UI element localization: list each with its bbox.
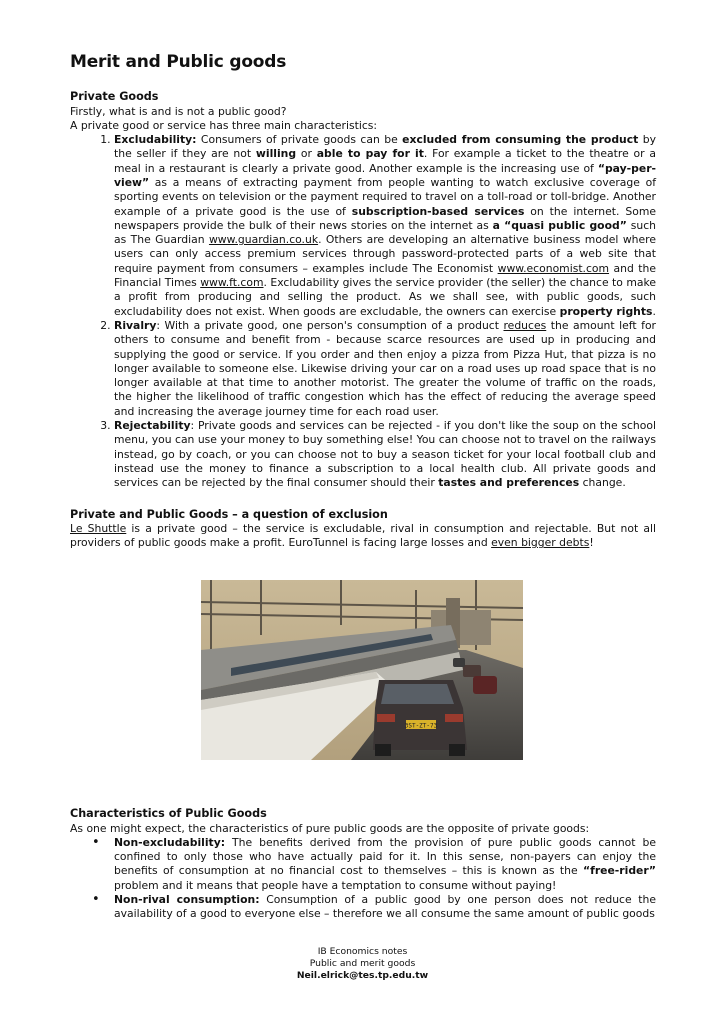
economist-link[interactable]: www.economist.com [497,261,610,275]
license-plate: 3ST-ZT-73 [404,722,438,730]
exclusion-paragraph: Le Shuttle is a private good – the service is excludable, rival in consumption and rejectable. But not all providers of public goods make a profit. EuroTunnel is facing large losses and even bigger debts! [70,522,656,550]
footer-email: Neil.elrick@tes.tp.edu.tw [296,970,429,981]
characteristics-intro: As one might expect, the characteristics of pure public goods are the opposite of private goods: [70,821,590,835]
document-page [70,52,656,551]
term-label: Excludability: [114,133,197,147]
reduces-link[interactable]: reduces [503,318,547,332]
term-label: Non-excludability: [114,835,226,849]
public-characteristics-list [70,836,656,922]
private-characteristics-list [70,133,656,490]
page-footer [0,946,725,982]
page-title: Merit and Public goods [70,52,287,72]
list-item-rivalry: 2. Rivalry: With a private good, one person's consumption of a product reduces the amount left for others to consume and benefit from - because scarce resources are used up in producing and supplying the good or service. If you order and then enjoy a pizza from Pizza Hut, that pizza is no longer available to someone else. Likewise driving your car on a road uses up road space that is no longer available at that time to another motorist. The greater the volume of traffic on the roads, the higher the likelihood of traffic congestion which has the effect of reducing the average speed and increasing the average journey time for each road user. [114,319,656,419]
document-page-lower [70,807,656,922]
private-goods-heading: Private Goods [70,90,159,103]
term-label: Rivalry [114,318,157,332]
exclusion-heading: Private and Public Goods – a question of exclusion [70,507,388,521]
ft-link[interactable]: www.ft.com [200,276,264,290]
characteristics-heading: Characteristics of Public Goods [70,807,267,820]
footer-line-2: Public and merit goods [309,958,416,969]
list-item-excludability: 1. Excludability: Consumers of private goods can be excluded from consuming the product by the seller if they are not willing or able to pay for it. For example a ticket to the theatre or a meal in a restaurant is clearly a private good. Another example is the increasing use of “pay-per-view” as a means of extracting payment from people wanting to watch exclusive coverage of sporting events on television or the payment required to travel on a toll-road or toll-bridge. Another example of a private good is the use of subscription-based services on the internet. Some newspapers provide the bulk of their news stories on the internet as a “quasi public good” such as The Guardian www.guardian.co.uk. Others are developing an alternative business model where users can only access premium services through password-protected parts of a web site that require payment from consumers – examples include The Economist www.economist.com and the Financial Times www.ft.com. Excludability gives the service provider (the seller) the chance to make a profit from producing and selling the product. As we shall see, with public goods, such excludability does not exist. When goods are excludable, the owners can exercise property rights. [114,133,656,319]
list-item-non-excludability: • Non-excludability: The benefits derived from the provision of pure public goods cannot be confined to only those who have actually paid for it. In this sense, non-payers can enjoy the benefits of consumption at no financial cost to themselves – this is known as the “free-rider” problem and it means that people have a temptation to consume without paying! [114,836,656,893]
list-item-rejectability: 3. Rejectability: Private goods and services can be rejected - if you don't like the soup on the school menu, you can use your money to buy something else! You can choose not to travel on the railways instead, go by coach, or you can choose not to buy a season ticket for your local football club and instead use the money to finance a subscription to a local health club. All private goods and services can be rejected by the final consumer should their tastes and preferences change. [114,419,656,490]
list-item-non-rival: • Non-rival consumption: Consumption of a public good by one person does not reduce the availability of a good to everyone else – therefore we all consume the same amount of public goods [114,893,656,922]
term-label: Rejectability [114,419,191,433]
le-shuttle-photo [201,580,523,760]
guardian-link[interactable]: www.guardian.co.uk [208,233,319,247]
footer-line-1: IB Economics notes [317,946,408,957]
debts-link[interactable]: even bigger debts [491,536,590,550]
private-intro-2: A private good or service has three main characteristics: [70,118,378,132]
le-shuttle-link[interactable]: Le Shuttle [70,522,127,536]
private-intro-1: Firstly, what is and is not a public good? [70,104,287,118]
term-label: Non-rival consumption: [114,892,260,906]
